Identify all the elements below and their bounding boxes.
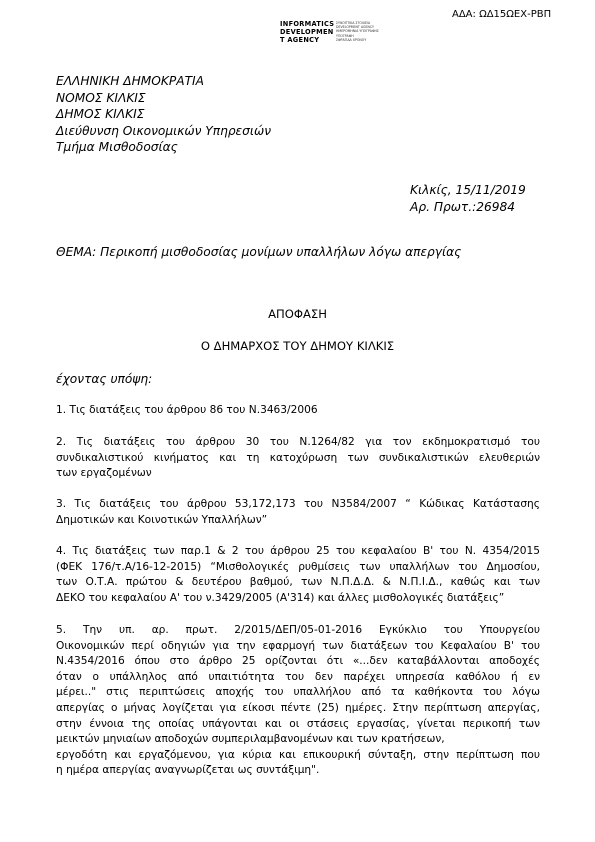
logo-subtext: ΗΜΕΡΟΜΗΝΙΑ ΥΠΟΓΡΑΦΗΣ xyxy=(336,29,379,34)
diavgeia-stamp-logo xyxy=(280,20,398,54)
item-line: 5. Την υπ. αρ. πρωτ. 2/2015/ΔΕΠ/05-01-2016 Εγκύκλιο του Υπουργείου xyxy=(56,624,540,636)
item-line: Δημοτικών και Κοινοτικών Υπαλλήλων” xyxy=(56,513,268,526)
item-line: μέρει.." στις περιπτώσεις αποχής του υπαλλήλου από τα καθήκοντα του λόγω xyxy=(56,686,540,699)
item-line: ΔΕΚΟ του κεφαλαίου Α' του ν.3429/2005 (Α'314) και άλλες μισθολογικές διατάξεις” xyxy=(56,591,505,604)
item-line: 2. Τις διατάξεις του άρθρου 30 του Ν.1264/82 για τον εκδημοκρατισμό του xyxy=(56,436,540,448)
header-line: ΝΟΜΟΣ ΚΙΛΚΙΣ xyxy=(56,90,146,105)
header-line: ΔΗΜΟΣ ΚΙΛΚΙΣ xyxy=(56,107,145,122)
list-item xyxy=(56,435,540,482)
considering-heading: έχοντας υπόψη: xyxy=(56,372,153,386)
item-line: 4. Τις διατάξεις των παρ.1 & 2 του άρθρου 25 του κεφαλαίου Β' του Ν. 4354/2015 xyxy=(56,545,540,557)
ada-code: ΑΔΑ: ΩΔ15ΩΕΧ-ΡΒΠ xyxy=(452,9,552,20)
list-item xyxy=(56,544,540,606)
logo-word: T AGENCY xyxy=(280,36,320,45)
logo-subtext: ΣΥΝΟΠΤΙΚΑ ΣΤΟΙΧΕΙΑ xyxy=(336,21,371,25)
item-line: (ΦΕΚ 176/τ.Α/16-12-2015) “Μισθολογικές ρυθμίσεις των υπαλλήλων του Δημοσίου, xyxy=(56,560,540,573)
item-line: μεικτών μηνιαίων αποδοχών συμπεριλαμβανομένων και των κρατήσεων, xyxy=(56,733,445,746)
logo-subtext: ΣΦΡΑΓΙΔΑ ΧΡΟΝΟΥ xyxy=(336,37,367,42)
subject-line: ΘΕΜΑ: Περικοπή μισθοδοσίας μονίμων υπαλλήλων λόγω απεργίας xyxy=(56,245,462,259)
mayor-title: Ο ΔΗΜΑΡΧΟΣ ΤΟΥ ΔΗΜΟΥ ΚΙΛΚΙΣ xyxy=(200,339,395,353)
logo-subtext: ΥΠΟΓΡΑΦΗ xyxy=(336,33,354,38)
logo-word: DEVELOPMEN xyxy=(280,28,334,37)
header-line: Τμήμα Μισθοδοσίας xyxy=(56,140,178,155)
logo-word: INFORMATICS xyxy=(280,20,335,28)
header-line: ΕΛΛΗΝΙΚΗ ΔΗΜΟΚΡΑΤΙΑ xyxy=(56,74,204,88)
item-line: των εργαζομένων xyxy=(56,467,152,480)
protocol-number: Αρ. Πρωτ.:26984 xyxy=(410,200,516,214)
item-line: των Ο.Τ.Α. πρώτου & δευτέρου βαθμού, των Ν.Π.Δ.Δ. & Ν.Π.Ι.Δ., καθώς και των xyxy=(56,576,540,589)
item-line: όταν ο υπάλληλος από υπαιτιότητα του δεν παρέχει υπηρεσία καθόλου ή εν xyxy=(56,670,540,683)
item-line: απεργίας ο μήνας λογίζεται για είκοσι πέντε (25) ημέρες. Στην περίπτωση απεργίας, xyxy=(56,701,540,714)
issuer-header xyxy=(56,73,271,156)
item-line: στην έννοια της οποίας υπάγονται και οι στάσεις εργασίας, γίνεται περικοπή των xyxy=(56,717,540,730)
item-line: 1. Τις διατάξεις του άρθρου 86 του Ν.3463/2006 xyxy=(56,404,318,416)
place-date-block xyxy=(410,182,526,216)
item-line: Ν.4354/2016 όπου στο άρθρο 25 ορίζονται ότι «...δεν καταβάλλονται αποδοχές xyxy=(56,655,540,668)
list-item xyxy=(56,497,540,528)
header-line: Διεύθυνση Οικονομικών Υπηρεσιών xyxy=(56,123,272,138)
item-line: η ημέρα απεργίας αναγνωρίζεται ως συντάξιμη". xyxy=(56,764,320,777)
list-item xyxy=(56,623,540,779)
item-line: συνδικαλιστικού κινήματος και τη κατοχύρωση των συνδικαλιστικών ελευθεριών xyxy=(56,451,540,464)
list-item xyxy=(56,403,540,419)
logo-subtext: DEVELOPMENT AGENCY xyxy=(336,25,374,30)
place-date: Κιλκίς, 15/11/2019 xyxy=(410,183,526,197)
item-line: Οικονομικών περί οδηγιών για την εφαρμογή των διατάξεων του Κεφαλαίου Β' του xyxy=(56,639,540,652)
decision-title: ΑΠΟΦΑΣΗ xyxy=(268,307,327,321)
item-line: εργοδότη και εργαζόμενου, για κύρια και επικουρική σύνταξη, στην περίπτωση που xyxy=(56,748,540,761)
item-line: 3. Τις διατάξεις του άρθρου 53,172,173 του Ν3584/2007 “ Κώδικας Κατάστασης xyxy=(56,498,540,510)
